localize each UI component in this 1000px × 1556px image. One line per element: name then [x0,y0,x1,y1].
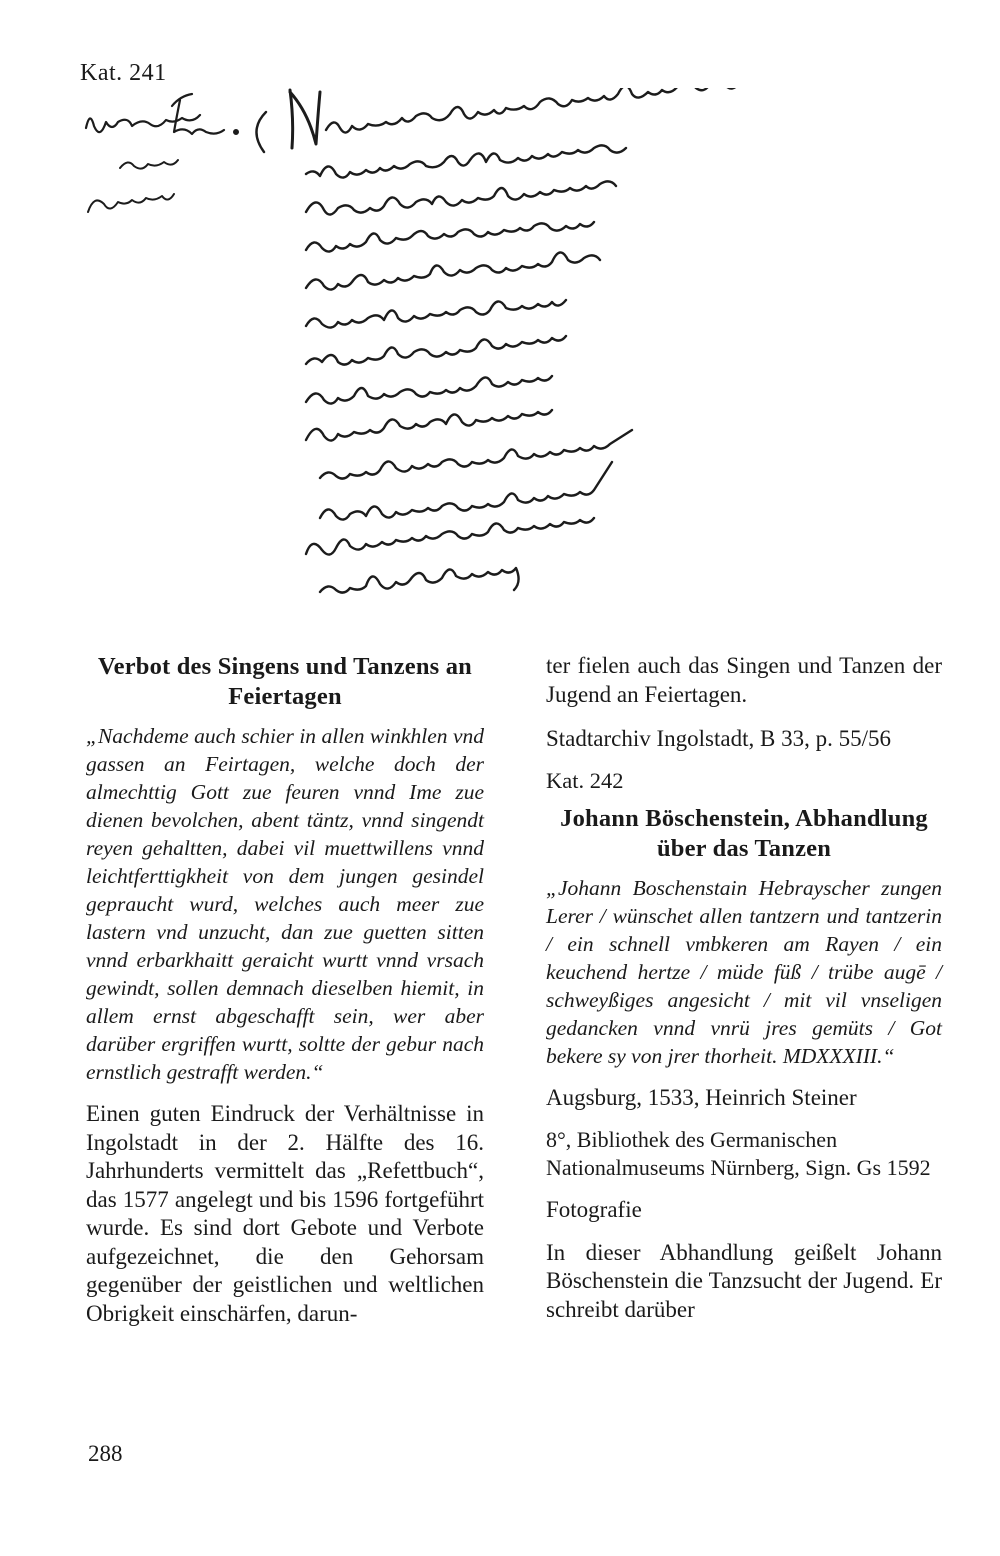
right-heading: Johann Böschenstein, Abhandlung über das Tanzen [560,804,928,862]
right-quote: „Johann Boschenstain Hebrayscher zungen Lerer / wünschet allen tantzern und tantzerin / ein schnell vmbkeren am Rayen / ein keuchend hertze / müde füß / trübe augē / schweyßiges angesicht / mit vil vnseligen gedancken vnnd vnrü jres gemüts / Got bekere sy von jrer thorheit. MDXXXIII.“ [546,875,942,1068]
source-reference: Stadtarchiv Ingolstadt, B 33, p. 55/56 [546,726,891,751]
page-number: 288 [88,1441,123,1466]
note-fotografie: Fotografie [546,1197,642,1222]
left-quote: „Nachdeme auch schier in allen winkhlen vnd gassen an Feirtagen, welche doch der almechttig Gott zue feuren vnnd Ime zue dienen bevolchen, abent täntz, vnnd singendt reyen gehaltten, dabei vil muettwillens vnnd leichtferttigkheit von dem jungen gesindel gepraucht wurd, welches auch meer zue lastern vnd unzucht, dan zue guetten sitten vnnd erbarkhaitt geraicht wurtt vnnd vrsach gewindt, sollen demnach dieselben hiemit, in allem ernst abgeschafft sein, wer aber darüber ergriffen wurtt, soltte der gebur nach ernstlich gestrafft werden.“ [86,724,484,1084]
left-body: Einen guten Eindruck der Verhältnisse in Ingolstadt in der 2. Hälfte des 16. Jahrhunderts vermittelt das „Refettbuch“, das 1577 angelegt und bis 1596 fortgeführt wurde. Es sind dort Gebote und Verbote aufgezeichnet, die den Gehorsam gegenüber der geistlichen und weltlichen Obrigkeit einschärfen, darun- [86,1101,484,1326]
handwriting-scribbles [80,88,940,608]
catalog-number: Kat. 242 [546,767,624,793]
right-continuation: ter fielen auch das Singen und Tanzen der Jugend an Feiertagen. [546,653,942,707]
imprint: Augsburg, 1533, Heinrich Steiner [546,1084,857,1110]
left-column [86,652,484,1342]
right-body: In dieser Abhandlung geißelt Johann Böschenstein die Tanzsucht der Jugend. Er schreibt darüber [546,1239,942,1322]
right-column [546,652,942,1338]
catalog-number-top: Kat. 241 [80,60,167,86]
manuscript-image [80,88,940,608]
left-heading: Verbot des Singens und Tanzens an Feiertagen [97,653,473,710]
location-signature: 8°, Bibliothek des Germanischen Nationalmuseums Nürnberg, Sign. Gs 1592 [546,1127,931,1180]
